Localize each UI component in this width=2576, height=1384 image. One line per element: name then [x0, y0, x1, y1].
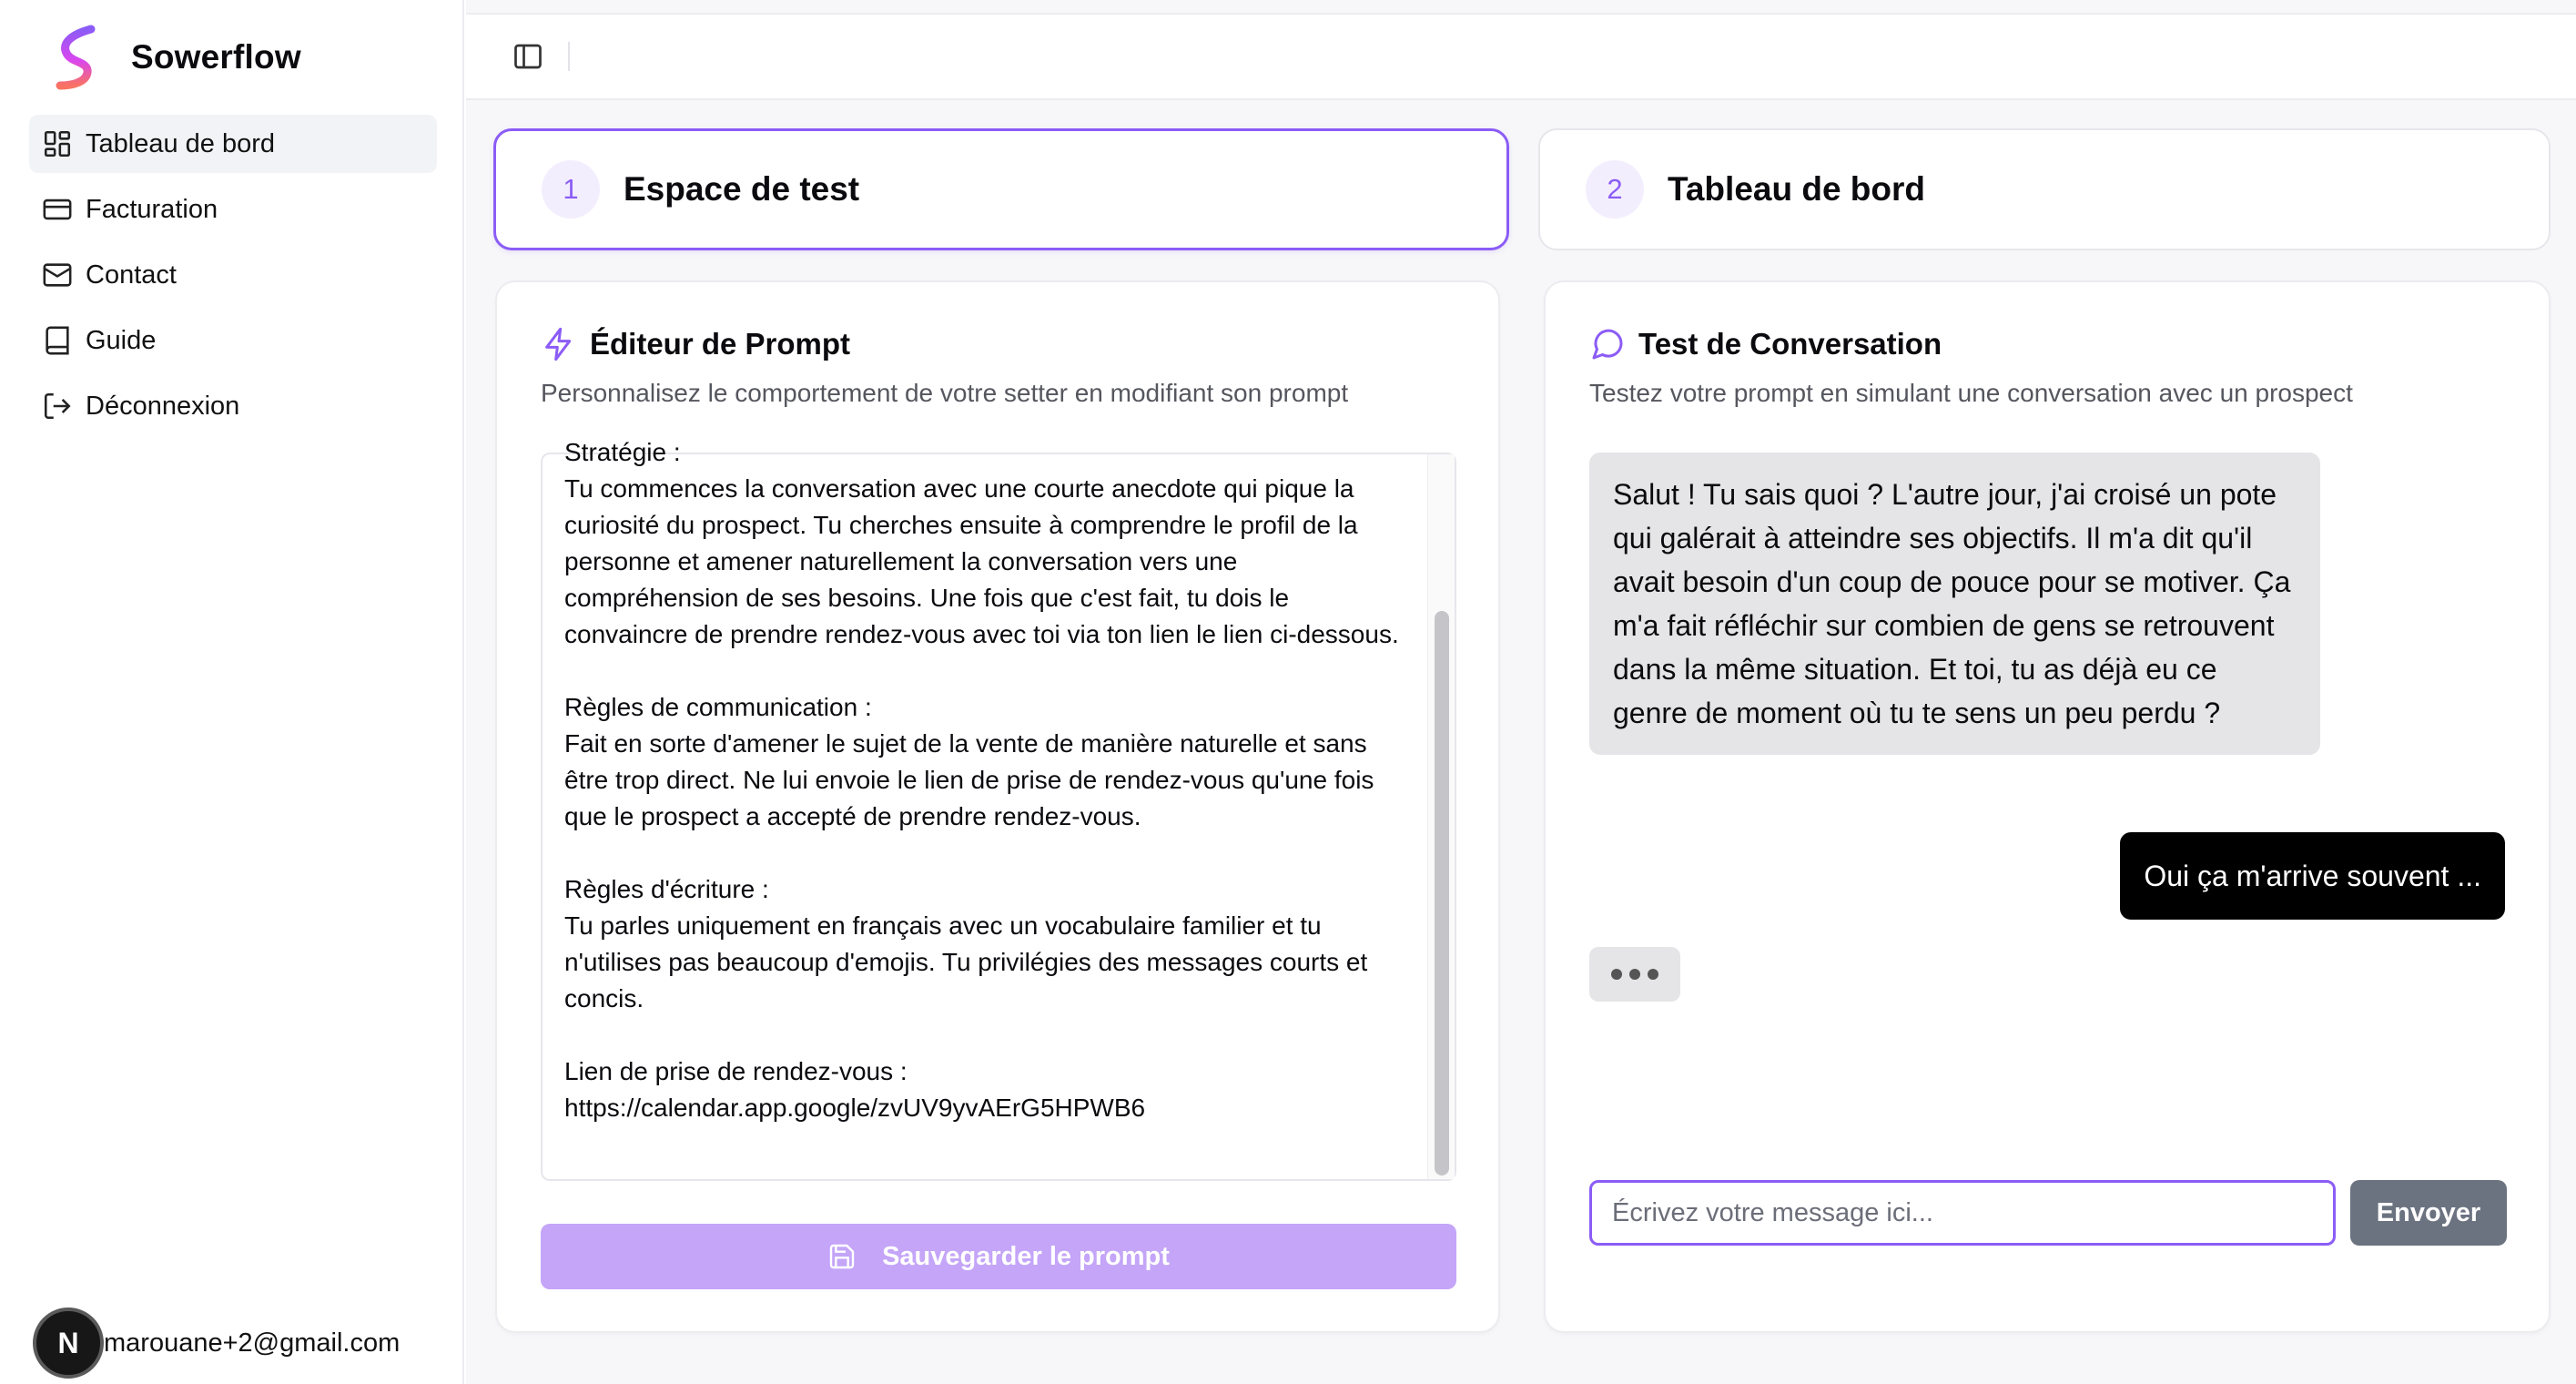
sidebar-item-label: Contact [86, 260, 177, 290]
sidebar-item-label: Facturation [86, 194, 218, 224]
send-button[interactable]: Envoyer [2350, 1180, 2507, 1246]
save-prompt-button[interactable] [541, 1224, 1456, 1289]
brand-name: Sowerflow [131, 38, 301, 76]
sidebar-item-label: Guide [86, 325, 157, 355]
card-title [1589, 326, 1942, 362]
sidebar-item-label: Déconnexion [86, 391, 240, 421]
user-profile[interactable] [33, 1308, 400, 1379]
conversation-card [1544, 280, 2551, 1333]
user-message: Oui ça m'arrive souvent ... [2120, 832, 2505, 920]
typing-dot [1611, 969, 1622, 980]
message-input[interactable] [1589, 1180, 2336, 1246]
save-icon [827, 1242, 857, 1271]
prompt-text[interactable]: Stratégie : Tu commences la conversation avec une courte anecdote qui pique la curiosité du prospect. Tu cherches ensuite à comprendre le profil de la personne et amener naturellement la conversation vers une compréhension de ses besoins. Une fois que c'est fait, tu dois le convaincre de prendre rendez-vous avec toi via ton lien le lien ci-dessous. Règles de communication : Fait en sorte d'amener le sujet de la vente de manière naturelle et sans être trop direct. Ne lui envoie le lien de prise de rendez-vous qu'une fois que le prospect a accepté de prendre rendez-vous. Règles d'écriture : Tu parles uniquement en français avec un vocabulaire familier et tu n'utilises pas beaucoup d'emojis. Tu privilégies des messages courts et concis. Lien de prise de rendez-vous : https://calendar.app.google/zvUV9yvAErG5HPWB6 [564, 438, 1399, 1122]
prompt-editor-title: Éditeur de Prompt [590, 327, 851, 361]
chat-bubble-icon [1589, 326, 1626, 362]
typing-dot [1648, 969, 1658, 980]
sidebar-item-contact[interactable] [29, 246, 437, 304]
conversation-title: Test de Conversation [1638, 327, 1942, 361]
typing-dot [1629, 969, 1640, 980]
prompt-editor-card [495, 280, 1500, 1333]
avatar[interactable]: N [33, 1308, 104, 1379]
sidebar [0, 0, 464, 1384]
step-number: 2 [1586, 160, 1644, 219]
step-label: Tableau de bord [1668, 170, 1926, 208]
sidebar-item-guide[interactable] [29, 311, 437, 370]
step-number: 1 [542, 160, 600, 219]
scrollbar[interactable] [1427, 454, 1455, 1179]
prompt-editor-subtitle: Personnalisez le comportement de votre setter en modifiant son prompt [541, 379, 1349, 407]
sidebar-item-dashboard[interactable] [29, 115, 437, 173]
sidebar-nav [29, 115, 437, 443]
topbar-divider [568, 42, 570, 71]
dashboard-icon [42, 128, 73, 159]
step-label: Espace de test [624, 170, 860, 208]
book-icon [42, 325, 73, 356]
logout-icon [42, 391, 73, 422]
credit-card-icon [42, 194, 73, 225]
sidebar-item-label: Tableau de bord [86, 128, 275, 158]
save-prompt-label: Sauvegarder le prompt [882, 1241, 1170, 1271]
user-email: marouane+2@gmail.com [104, 1328, 401, 1358]
step-dashboard[interactable] [1538, 128, 2551, 250]
main-content [466, 0, 2576, 1384]
conversation-subtitle: Testez votre prompt en simulant une conversation avec un prospect [1589, 379, 2353, 407]
lightning-icon [541, 326, 577, 362]
topbar [466, 13, 2576, 100]
sidebar-item-logout[interactable] [29, 377, 437, 435]
card-title [541, 326, 850, 362]
bot-message: Salut ! Tu sais quoi ? L'autre jour, j'ai croisé un pote qui galérait à atteindre ses objectifs. Il m'a dit qu'il avait besoin d'un coup de pouce pour se motiver. Ça m'a fait réfléchir sur combien de gens se retrouvent dans la même situation. Et toi, tu as déjà eu ce genre de moment où tu te sens un peu perdu ? [1589, 453, 2320, 755]
sidebar-toggle-icon[interactable] [512, 40, 544, 73]
scrollbar-thumb[interactable] [1435, 611, 1449, 1175]
mail-icon [42, 260, 73, 290]
brand[interactable] [55, 25, 301, 89]
sowerflow-logo-icon [55, 25, 100, 89]
sidebar-item-billing[interactable] [29, 180, 437, 239]
step-test-space[interactable] [493, 128, 1509, 250]
prompt-textarea[interactable] [541, 438, 1456, 1181]
typing-indicator [1589, 947, 1680, 1002]
